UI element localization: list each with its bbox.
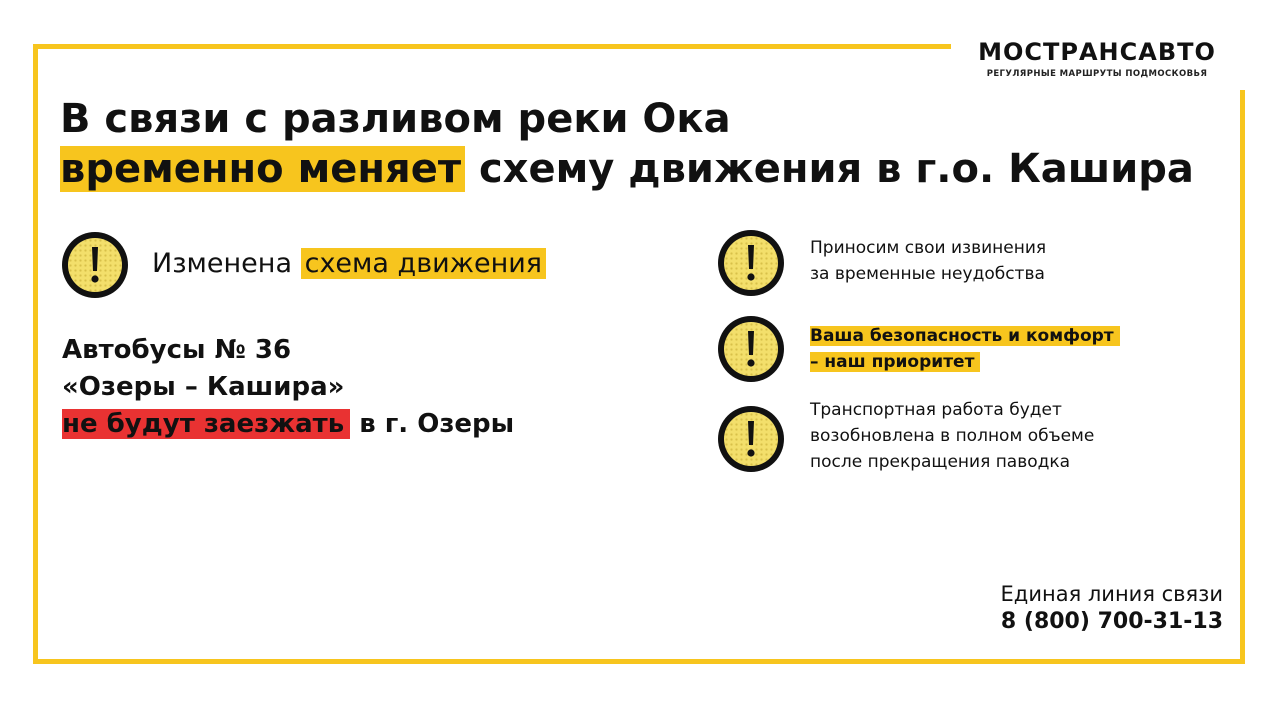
route-change-notice bbox=[152, 244, 546, 284]
contact-phone[interactable]: 8 (800) 700-31-13 bbox=[1000, 609, 1223, 634]
info-line: Транспортная работа будет bbox=[810, 400, 1062, 420]
bus-route-change bbox=[62, 406, 514, 443]
bus-route-change-rest: в г. Озеры bbox=[350, 409, 515, 439]
bus-number: Автобусы № 36 bbox=[62, 335, 292, 365]
frame-border-right bbox=[1240, 90, 1245, 664]
exclamation-icon bbox=[718, 230, 784, 296]
exclamation-icon bbox=[718, 316, 784, 382]
headline-line-1: В связи с разливом реки Ока bbox=[60, 96, 731, 142]
frame-border-top bbox=[33, 44, 951, 49]
route-change-highlight: схема движения bbox=[301, 248, 546, 279]
exclamation-icon bbox=[718, 406, 784, 472]
exclamation-icon bbox=[62, 232, 128, 298]
info-line-highlight: Ваша безопасность и комфорт bbox=[810, 326, 1120, 346]
frame-border-bottom bbox=[33, 659, 1245, 664]
info-line bbox=[810, 349, 1120, 375]
headline-line-2-rest: схему движения в г.о. Кашира bbox=[465, 146, 1194, 192]
info-line bbox=[810, 323, 1120, 349]
brand-logo bbox=[966, 38, 1228, 79]
brand-tagline: РЕГУЛЯРНЫЕ МАРШРУТЫ ПОДМОСКОВЬЯ bbox=[986, 69, 1208, 79]
bus-route-name: «Озеры – Кашира» bbox=[62, 372, 345, 402]
info-line: возобновлена в полном объеме bbox=[810, 426, 1095, 446]
info-resumption bbox=[810, 397, 1094, 475]
info-line-highlight: – наш приоритет bbox=[810, 352, 980, 372]
bus-route-red-highlight: не будут заезжать bbox=[62, 409, 350, 439]
contact-label: Единая линия связи bbox=[1000, 582, 1223, 606]
brand-name: МОСТРАНСАВТО bbox=[978, 38, 1216, 66]
info-safety bbox=[810, 323, 1120, 375]
info-line: за временные неудобства bbox=[810, 264, 1045, 284]
bus-route-notice bbox=[62, 332, 514, 443]
info-line: после прекращения паводка bbox=[810, 452, 1071, 472]
frame-border-left bbox=[33, 44, 38, 664]
headline-highlight: временно меняет bbox=[60, 146, 465, 192]
route-change-prefix: Изменена bbox=[152, 248, 301, 279]
info-line: Приносим свои извинения bbox=[810, 238, 1047, 258]
contact-block bbox=[1001, 580, 1223, 636]
headline-line-2 bbox=[60, 144, 1194, 194]
info-apology bbox=[810, 235, 1046, 287]
headline bbox=[60, 94, 1194, 194]
